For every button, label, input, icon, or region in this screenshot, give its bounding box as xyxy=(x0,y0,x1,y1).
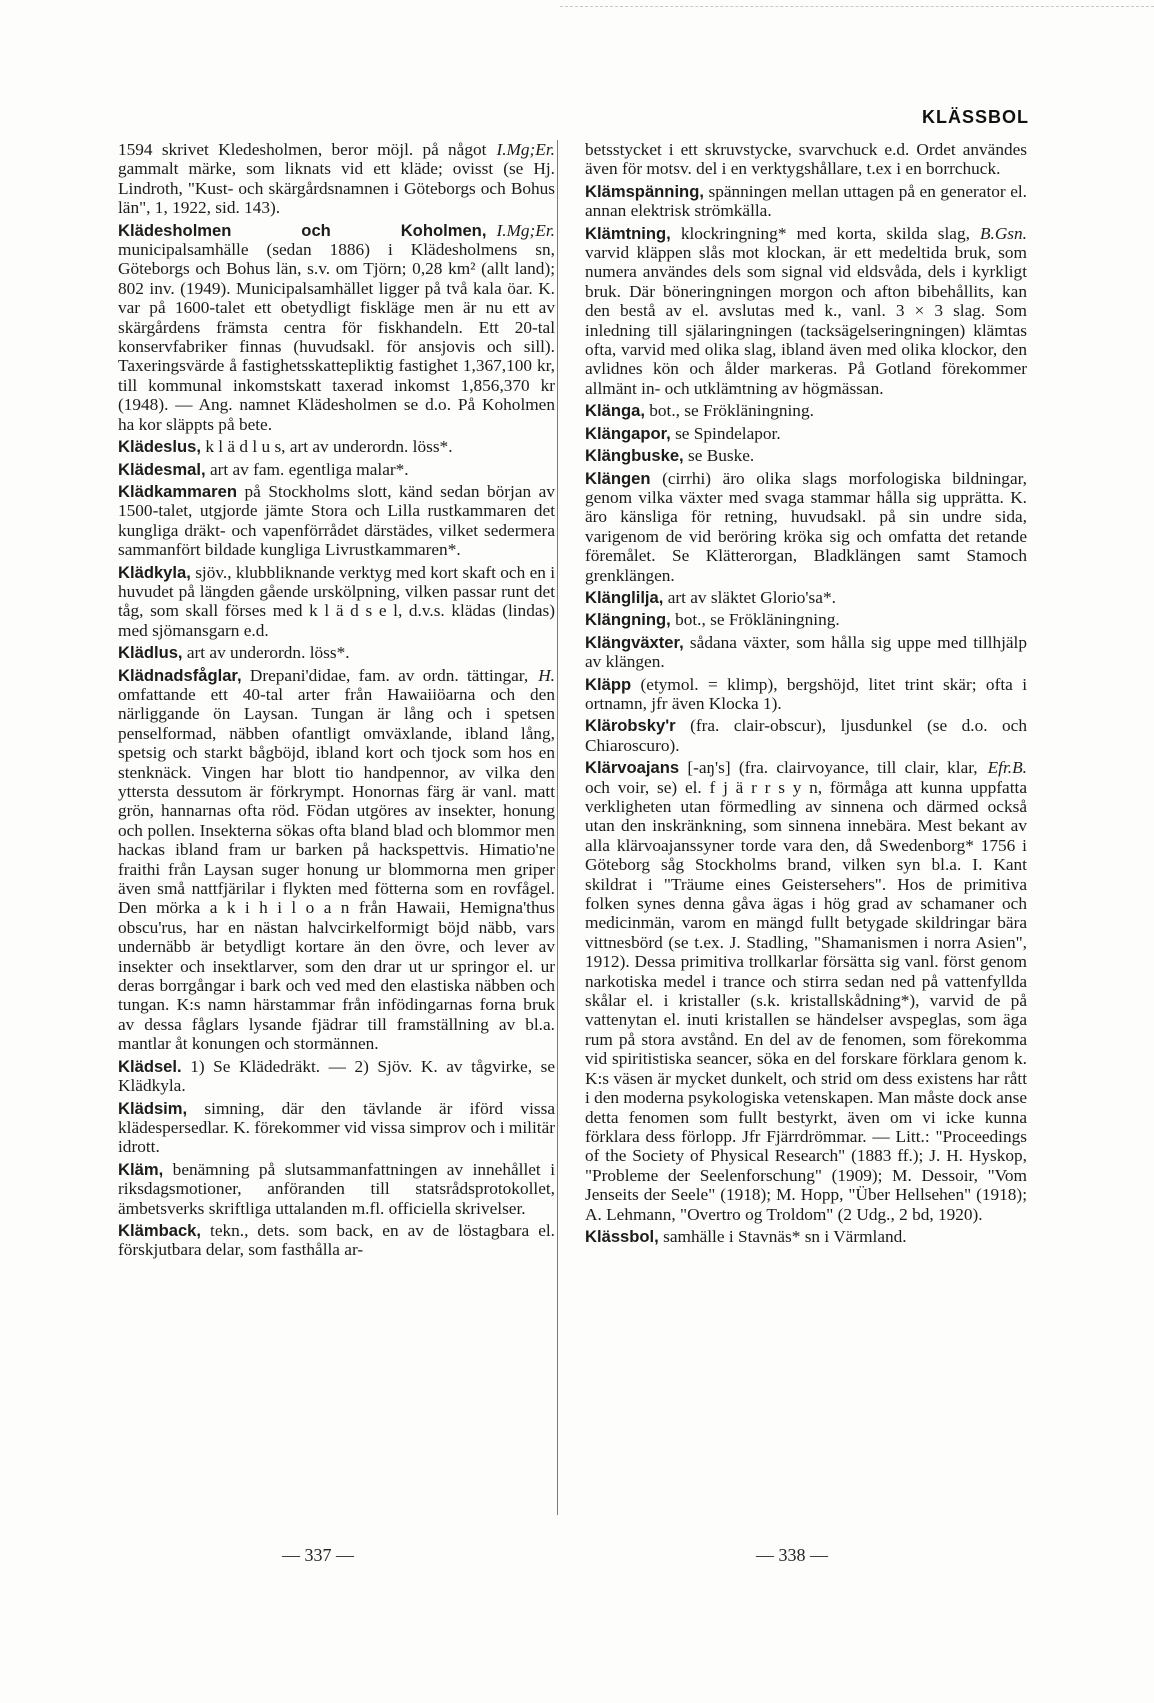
dictionary-entry xyxy=(118,1057,555,1096)
dictionary-entry xyxy=(585,182,1027,221)
entry-text: (fra. clair-obscur), ljusdunkel (se d.o. och Chiaroscuro). xyxy=(585,716,1027,755)
dictionary-entry xyxy=(118,643,555,662)
dictionary-entry xyxy=(585,446,1027,465)
entry-text: (etymol. = klimp), bergshöjd, litet trint skär; ofta i ortnamn, jfr även Klocka 1). xyxy=(585,674,1027,713)
entry-headword: Klängapor, xyxy=(585,423,671,443)
author-signature: B.Gsn. xyxy=(979,223,1027,243)
entry-text: se Spindelapor. xyxy=(675,423,781,443)
entry-text: k l ä d l u s, art av underordn. löss*. xyxy=(205,437,453,457)
dictionary-entry xyxy=(585,424,1027,443)
author-signature: H. xyxy=(538,665,555,685)
entry-headword: Klädnadsfåglar, xyxy=(118,665,242,685)
dictionary-entry xyxy=(585,758,1027,1224)
column-divider xyxy=(557,140,558,1515)
entry-headword: Klässbol, xyxy=(585,1226,659,1246)
page-number-left: — 337 — xyxy=(282,1545,354,1565)
dictionary-entry xyxy=(585,401,1027,420)
entry-headword: Klänglilja, xyxy=(585,587,664,607)
entry-headword: Klängning, xyxy=(585,610,671,630)
entry-headword: Klädsim, xyxy=(118,1098,188,1118)
entry-headword: Klädlus, xyxy=(118,643,183,663)
author-signature: I.Mg;Er. xyxy=(496,140,555,159)
entry-text: municipalsamhälle (sedan 1886) i Klädesholmens sn, Göteborgs och Bohus län, s.v. om Tjörn; 0,28 km² (allt land); 802 inv. (1949). Municipalsamhället ligger på två kala öar. K. var på 1600-talet ett obetydligt fiskläge men är nu ett av skärgårdens främsta centra för fiskhandeln. Ett 20-tal konservfabriker finnas (huvudsakl. för ansjovis och sill). Taxeringsvärde å fastighetsskattepliktig fastighet 1,367,100 kr, till kommunal inkomstskatt taxerad inkomst 1,856,370 kr (1948). — Ang. namnet Klädesholmen se d.o. På Koholmen ha kor släppts på bete. xyxy=(118,240,555,434)
dictionary-entry xyxy=(118,437,555,456)
entry-text: art av underordn. löss*. xyxy=(186,643,350,663)
entry-headword: Klädesholmen och Koholmen, xyxy=(118,220,487,240)
entry-text: sjöv., klubbliknande verktyg med kort skaft och en i huvudet på längden gående urskölpning, vilken passar runt det tåg, som skall förses med k l ä d s e l, d.v.s. klädas (lindas) med sjömansgarn e.d. xyxy=(118,562,555,640)
entry-text: [-aŋ's] (fra. clairvoyance, till clair, klar, och voir, se) el. f j ä r r s y n, förmåga att kunna uppfatta verkligheten utan förmedling av sinnena och därmed också utan den inskränkning, som sinnena innebära. Mest bekant av alla klärvoajanssyner torde vara den, då Swedenborg* 1756 i Göteborg såg Stockholms brand, vilken syn bl.a. I. Kant skildrat i "Träume eines Geistersehers". Hos de primitiva folken synes denna gåva ägas i hög grad av schamaner och medicinmän, varom en mängd fullt betygade skildringar bära vittnesbörd (se t.ex. J. Stadling, "Shamanismen i norra Asien", 1912). Dessa primitiva trollkarlar försätta sig vanl. först genom narkotiska medel i trance och stirra sedan ned på vattenfyllda skålar el. i kristaller (s.k. kristallskådning*), varvid de på vattenytan el. inuti kristallen se händelser avspeglas, som äga rum på stora avstånd. En del av de fenomen, som förekomma vid spiritistiska seancer, söka en del forskare förklara genom k. K:s väsen är mycket dunkelt, och strid om dess existens har rått i den moderna psykologiska vetenskapen. Man måste dock anse detta fenomen som fullt bestyrkt, även om vi icke kunna förklara dess förlopp. Jfr Fjärrdrömmar. — Litt.: "Proceedings of the Society of Physical Research" (1883 ff.); J. H. Hyskop, "Probleme der Seelenforschung" (1909); M. Dessoir, "Vom Jenseits der Seele" (1918); M. Hopp, "Über Hellsehen" (1918); A. Lehmann, "Overtro og Troldom" (2 Udg., 2 bd, 1920). xyxy=(585,758,1027,1224)
dictionary-entry xyxy=(585,716,1027,755)
entry-headword: Klädeslus, xyxy=(118,437,202,457)
dictionary-entry xyxy=(585,610,1027,629)
entry-text: klockringning* med korta, skilda slag, varvid kläppen slås mot klockan, är ett medeltida bruk, som numera användes dels som signal vid eldsvåda, dels i kyrkligt bruk. Där böneringningen morgon och afton bibehållits, kan den bestå av el. avslutas med k., vanl. 3 × 3 slag. Som inledning till själaringningen (tacksägelseringningen) klämtas ofta, varvid med olika slag, ibland även med olika klockor, den avlidnes kön och ålder markeras. På Gotland förekommer allmänt in- och utklämtning av högmässan. xyxy=(585,223,1027,398)
entry-text: simning, där den tävlande är iförd vissa klädespersedlar. K. förekommer vid vissa simprov och i militär idrott. xyxy=(118,1098,555,1157)
entry-text: art av släktet Glorio'sa*. xyxy=(667,587,836,607)
entry-headword: Klärvoajans xyxy=(585,758,680,778)
dictionary-entry xyxy=(118,140,555,218)
entry-headword: Klädsel. xyxy=(118,1056,182,1076)
entry-text: tekn., dets. som back, en av de löstagbara el. förskjutbara delar, som fasthålla ar- xyxy=(118,1220,555,1260)
entry-headword: Klädkammaren xyxy=(118,481,237,501)
dictionary-entry xyxy=(118,1221,555,1260)
entry-text: 1594 skrivet Kledesholmen, beror möjl. på något gammalt märke, som liknats vid ett kläde; ovisst (se Hj. Lindroth, "Kust- och skärgårdsnamnen i Göteborgs och Bohus län", 1, 1922, sid. 143). xyxy=(118,140,555,218)
dictionary-entry xyxy=(118,1160,555,1218)
entry-headword: Klärobsky'r xyxy=(585,716,676,736)
dictionary-entry xyxy=(118,221,555,434)
running-head: KLÄSSBOL xyxy=(922,107,1029,127)
dictionary-entry xyxy=(585,675,1027,714)
entry-headword: Klämback, xyxy=(118,1220,202,1240)
entry-text: benämning på slutsammanfattningen av innehållet i riksdagsmotioner, anföranden till statsrådsprotokollet, ämbetsverks skriftliga uttalanden m.fl. officiella skrivelser. xyxy=(118,1159,555,1218)
left-column xyxy=(118,140,555,1260)
page-number-right: — 338 — xyxy=(756,1545,828,1565)
entry-text: bot., se Frökläningning. xyxy=(675,610,840,630)
dictionary-entry xyxy=(585,588,1027,607)
author-signature: I.Mg;Er. xyxy=(496,220,555,240)
entry-headword: Kläpp xyxy=(585,674,632,694)
entry-headword: Klängen xyxy=(585,468,651,488)
entry-text: spänningen mellan uttagen på en generator el. annan elektrisk strömkälla. xyxy=(585,181,1027,221)
entry-headword: Klänga, xyxy=(585,401,645,421)
entry-text: sådana växter, som hålla sig uppe med tillhjälp av klängen. xyxy=(585,632,1027,672)
entry-text: samhälle i Stavnäs* sn i Värmland. xyxy=(663,1226,907,1246)
dictionary-entry xyxy=(118,666,555,1054)
dictionary-entry xyxy=(585,633,1027,672)
dictionary-entry xyxy=(585,469,1027,585)
entry-headword: Klädesmal, xyxy=(118,459,206,479)
entry-headword: Klängbuske, xyxy=(585,446,684,466)
entry-text: 1) Se Klädedräkt. — 2) Sjöv. K. av tågvirke, se Klädkyla. xyxy=(118,1056,555,1096)
dictionary-entry xyxy=(118,1099,555,1157)
entry-headword: Klädkyla, xyxy=(118,562,191,582)
entry-headword: Klängväxter, xyxy=(585,632,684,652)
dictionary-entry xyxy=(585,1227,1027,1246)
entry-headword: Kläm, xyxy=(118,1159,164,1179)
dictionary-entry xyxy=(585,224,1027,399)
entry-text: bot., se Frökläningning. xyxy=(649,401,814,421)
dictionary-entry xyxy=(585,140,1027,179)
entry-text: på Stockholms slott, känd sedan början av 1500-talet, utgjorde jämte Stora och Lilla rustkammaren det kungliga dräkt- och vapenförrådet därstädes, vilket sedermera sammanfört bildade kungliga Livrustkammaren*. xyxy=(118,481,555,560)
entry-text: art av fam. egentliga malar*. xyxy=(209,459,409,479)
dictionary-entry xyxy=(118,563,555,641)
entry-headword: Klämtning, xyxy=(585,223,671,243)
right-column xyxy=(585,140,1027,1246)
entry-text: betsstycket i ett skruvstycke, svarvchuck e.d. Ordet användes även för motsv. del i en verktygshållare, t.ex i en borrchuck. xyxy=(585,140,1027,179)
entry-headword: Klämspänning, xyxy=(585,181,704,201)
entry-text: Drepani'didae, fam. av ordn. tättingar, omfattande ett 40-tal arter från Hawaiiöarna och den närliggande ön Laysan. Tungan är lång och i spetsen penselformad, näbben ofantligt omväxlande, ibland lång, spetsig och starkt bågböjd, ibland kort och tjock som hos en stenknäck. Vingen har blott tio handpennor, av vilka den yttersta dessutom är förkrympt. Honornas färg är vanl. matt grön, hannarnas ofta röd. Födan utgöres av insekter, honung och pollen. Insekterna sökas ofta bland blad och blommor men hackas ibland fram ur barken på hackspettvis. Himatio'ne fraithi från Laysan suger honung ur blommorna men griper även små nattfjärilar i flykten med fötterna som en rovfågel. Den mörka a k i h i l o a n från Hawaii, Hemigna'thus obscu'rus, har en nästan halvcirkelformigt böjd näbb, vars undernäbb är betydligt kortare än den övre, och lever av insekter och insektlarver, som den drar ut ur springor el. ur deras borrgångar i bark och ved med den elastiska näbben och tungan. K:s namn härstammar från infödingarnas forna bruk av dessa fåglars lysande fjädrar till framställning av bl.a. mantlar åt konungen och stormännen. xyxy=(118,665,555,1054)
dictionary-entry xyxy=(118,482,555,560)
entry-text: se Buske. xyxy=(688,446,755,466)
dictionary-entry xyxy=(118,460,555,479)
author-signature: Efr.B. xyxy=(987,758,1027,778)
entry-text: (cirrhi) äro olika slags morfologiska bildningar, genom vilka växter med svaga stammar hålla sig upprätta. K. äro känsliga för retning, huvudsakl. på sin undre sida, varigenom de vid beröring kröka sig och omfatta det retande föremålet. Se Klätterorgan, Bladklängen samt Stamoch grenklängen. xyxy=(585,468,1028,585)
top-edge-line xyxy=(560,6,1154,8)
